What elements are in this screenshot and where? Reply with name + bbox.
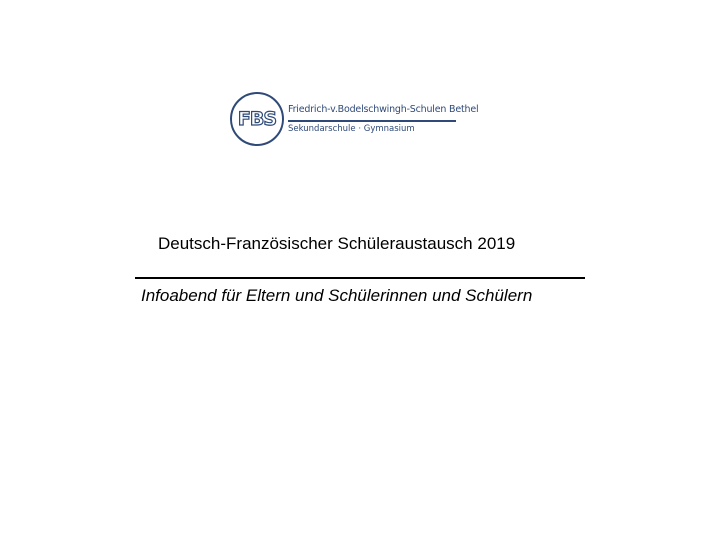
title-divider bbox=[135, 277, 585, 279]
logo-mark-letters: FBS bbox=[237, 108, 277, 130]
logo-school-name: Friedrich-v.Bodelschwingh-Schulen Bethel bbox=[288, 104, 479, 115]
logo-mark bbox=[230, 92, 284, 146]
logo-divider bbox=[288, 120, 456, 122]
slide-title: Deutsch-Französischer Schüleraustausch 2019 bbox=[158, 234, 516, 253]
school-logo bbox=[230, 92, 479, 150]
logo-school-type: Sekundarschule · Gymnasium bbox=[288, 124, 415, 134]
slide-subtitle: Infoabend für Eltern und Schülerinnen und Schülern bbox=[141, 286, 533, 305]
